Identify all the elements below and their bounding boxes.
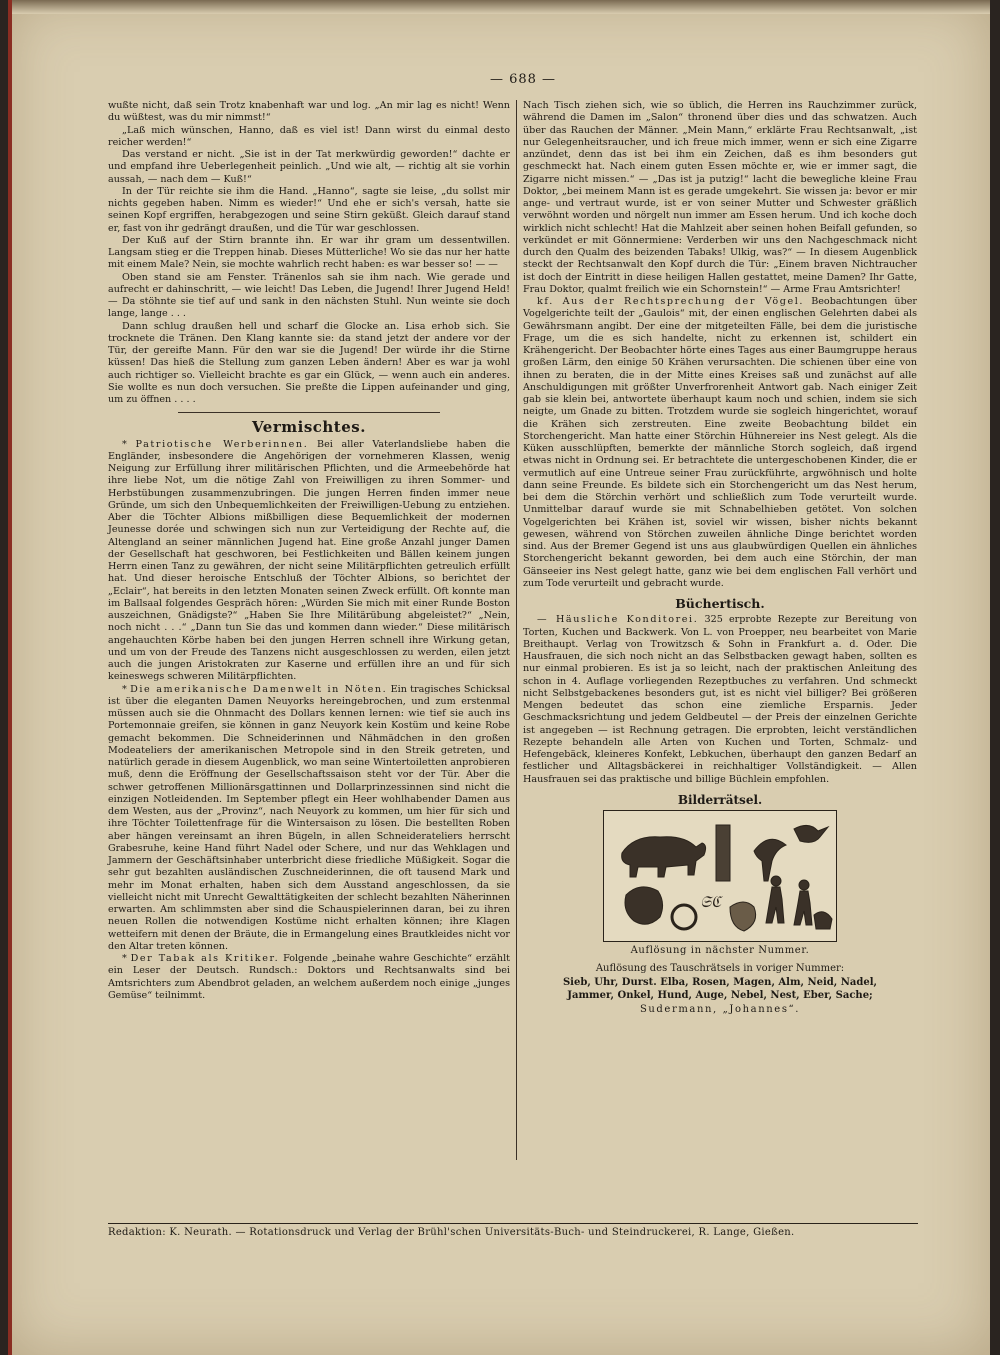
news-item: * Die amerikanische Damenwelt in Nöten. Ein tragisches Schicksal ist über die eleganten Damen Neuyorks hereingebrochen, und zum erstenmal müssen auch sie die Ohnmacht des Dollars kennen lernen: wie tief sie auch ins Portemonnaie greifen, sie können in ganz Neuyork kein Kostüm und keine Robe gemacht bekommen. Die Schneiderinnen und Nähmädchen in den großen Modeateliers der amerikanischen Metropole sind in den Streik getreten, und natürlich gerade in diesem Augenblick, wo man seine Wintertoiletten anprobieren muß, denn die Eröffnung der Gesellschaftssaison steht vor der Tür. Aber die schwer getroffenen Millionärsgattinnen und Dollarprinzessinnen sind nicht die einzigen Notleidenden. Im September pflegt ein Heer wohlhabender Damen aus dem Westen, aus der „Provinz“, nach Neuyork zu kommen, um hier für sich und ihre Töchter Toilettenfrage für die Wintersaison zu lösen. Die bestellten Roben aber hängen vereinsamt an ihren Bügeln, in allen Schneiderateliers herrscht Grabesruhe, keine Hand führt Nadel oder Schere, und nur das Wehklagen und Jammern der Geschäftsinhaber unterbricht diese friedliche Müßigkeit. Sogar die sehr gut bezahlten ausländischen Zuschneiderinnen, die oft tausend Mark und mehr im Monat erhalten, haben sich dem Ausstand angeschlossen, da sie vielleicht nicht mit Unrecht Gewalttätigkeiten der schlecht bezahlten Näherinnen erwarten. Am schlimmsten aber sind die Schauspielerinnen daran, bei zu ihren neuen Rollen die notwendigen Kostüme nicht erhalten können; ihre Klagen wetteifern mit denen der Bräute, die in Ermangelung eines Brautkleides nicht vor den Altar treten können. <box>108 683 510 952</box>
item-text: Bei aller Vaterlandsliebe haben die Engländer, insbesondere die Angehörigen der vornehmeren Klassen, wenig Neigung zur Erfüllung ihrer militärischen Pflichten, und die Armeebehörde hat ihre liebe Not, um die nötige Zahl von Freiwilligen zu ihren Sommer- und Herbstübungen zusammenzubringen. Die jungen Herren finden immer neue Gründe, um sich den Unbequemlichkeiten der Freiwilligen-Uebung zu entziehen. Aber die Töchter Albions mißbilligen diese Bequemlichkeit der modernen Jeunesse dorée und schwingen sich nun zur Verteidigung der Rechte auf, die Altengland an seiner männlichen Jugend hat. Eine große Anzahl junger Damen der Gesellschaft hat geschworen, bei Festlichkeiten und Bällen keinem jungen Herrn einen Tanz zu gewähren, der nicht seine Militärpflichten getreulich erfüllt hat. Und dieser heroische Entschluß der Töchter Albions, so berichtet der „Eclair“, hat bereits in den letzten Monaten seinen Zweck erfüllt. Oft konnte man im Ballsaal folgendes Gespräch hören: „Würden Sie mich mit einer Runde Boston auszeichnen, Gnädigste?“ „Haben Sie Ihre Militärübung abgeleistet?“ „Nein, noch nicht . . .“ „Dann tun Sie das und kommen dann wieder.“ Diese militärisch angehauchten Körbe haben bei den jungen Herren schnell ihre Wirkung getan, und um von der Freude des Tanzens nicht ausgeschlossen zu werden, eilen jetzt auch die jungen Aristokraten zur Kaserne und erfüllen ihre an und für sich keineswegs schweren Militärpflichten. <box>108 438 511 683</box>
book-lead: — Häusliche Konditorei. <box>537 614 699 626</box>
imprint-footer: Redaktion: K. Neurath. — Rotationsdruck und Verlag der Brühl'schen Universitäts-Buch- und Steindruckerei, R. Lange, Gießen. <box>108 1223 918 1238</box>
story-paragraph: Der Kuß auf der Stirn brannte ihn. Er war ihr gram um dessentwillen. Langsam stieg er die Treppen hinab. Dieses Mütterliche! Wo sie das nur her hatte mit einem Male? Nein, sie mochte wahrlich recht haben: es war besser so! — — <box>108 234 510 271</box>
newspaper-page <box>8 0 990 1355</box>
letter-e-icon <box>672 905 696 929</box>
story-paragraph: Das verstand er nicht. „Sie ist in der Tat merkwürdig geworden!“ dachte er und empfand ihre Ueberlegenheit peinlich. „Und wie alt, — richtig alt sie vorhin aussah, — nach dem — Kuß!“ <box>108 149 510 185</box>
binding-edge <box>8 0 12 1355</box>
solution-words <box>523 989 917 1003</box>
item-lead: kf. Aus der Rechtsprechung der Vögel. <box>537 296 805 307</box>
column-rule <box>516 100 517 1160</box>
left-column <box>108 100 510 1002</box>
news-item: * Patriotische Werberinnen. Bei aller Vaterlandsliebe haben die Engländer, insbesondere die Angehörigen der vornehmeren Klassen, wenig Neigung zur Erfüllung ihrer militärischen Pflichten, und die Armeebehörde hat ihre liebe Not, um die nötige Zahl von Freiwilligen zu ihren Sommer- und Herbstübungen zusammenzubringen. Die jungen Herren finden immer neue Gründe, um sich den Unbequemlichkeiten der Freiwilligen-Uebung zu entziehen. Aber die Töchter Albions mißbilligen diese Bequemlichkeit der modernen Jeunesse dorée und schwingen sich nun zur Verteidigung der Rechte auf, die Altengland an seiner männlichen Jugend hat. Eine große Anzahl junger Damen der Gesellschaft hat geschworen, bei Festlichkeiten und Bällen keinem jungen Herrn einen Tanz zu gewähren, der nicht seine Militärpflichten getreulich erfüllt hat. Und dieser heroische Entschluß der Töchter Albions, so berichtet der „Eclair“, hat bereits in den letzten Monaten seinen Zweck erfüllt. Oft konnte man im Ballsaal folgendes Gespräch hören: „Würden Sie mich mit einer Runde Boston auszeichnen, Gnädigste?“ „Haben Sie Ihre Militärübung abgeleistet?“ „Nein, noch nicht . . .“ „Dann tun Sie das und kommen dann wieder.“ Diese militärisch angehauchten Körbe haben bei den jungen Herren schnell ihre Wirkung getan, und um von der Freude des Tanzens nicht ausgeschlossen zu werden, eilen jetzt auch die jungen Aristokraten zur Kaserne und erfüllen ihre an und für sich keineswegs schweren Militärpflichten. <box>108 438 511 683</box>
bear-icon <box>622 837 706 877</box>
monogram-icon: 𝔖ℭ <box>700 892 721 911</box>
story-paragraph: wußte nicht, daß sein Trotz knabenhaft war und log. „An mir lag es nicht! Wenn du wüßtest, was du mir nimmst!“ <box>108 100 510 124</box>
letter-i-icon <box>716 825 730 881</box>
picture-puzzle-title: Bilderrätsel. <box>677 792 763 807</box>
item-lead: Die amerikanische Damenwelt in Nöten. <box>130 683 388 695</box>
item-lead: Der Tabak als Kritiker. <box>130 953 280 964</box>
picture-puzzle <box>603 810 837 942</box>
item-text: Beobachtungen über Vogelgerichte teilt der „Gaulois“ mit, der einen englischen Gelehrten dabei als Gewährsmann angibt. Der eine der mitgeteilten Fälle, bei dem die juristische Frage, um die es sich handelte, nicht zu erkennen ist, schildert ein Krähengericht. Der Beobachter hörte eines Tages aus einer Baumgruppe heraus großen Lärm, den einige 50 Krähen verursachten. Die schienen über eine von ihnen zu beraten, die in der Mitte eines Kreises saß und zunächst auf alle Anschuldigungen mit größter Unverfrorenheit Antwort gab. Nach einiger Zeit gab sie klein bei, antwortete überhaupt kaum noch und schien, indem sie sich neigte, um Gnade zu bitten. Trotzdem wurde sie sogleich hingerichtet, worauf die Krähen sich zerstreuten. Eine zweite Beobachtung bildet ein Storchengericht. Man hatte einer Störchin Hühnereier ins Nest gelegt. Als die Küken ausschlüpften, bemerkte der männliche Storch sogleich, daß irgend etwas nicht in Ordnung sei. Er betrachtete die untergeschobenen Kinder, die er vermutlich auf eine Untreue seiner Frau zurückführte, argwöhnisch und holte dann seine Freunde. Es bildete sich ein Storchengericht um das Nest herum, bei dem die Störchin verhört und schließlich zum Tode verurteilt wurde. Unmittelbar darauf wurde sie mit Schnabelhieben getötet. Von solchen Vogelgerichten bei Krähen ist, soviel wir wissen, bisher nichts bekannt gewesen, während von Störchen zuweilen ähnliche Dinge berichtet worden sind. Aus der Bremer Gegend ist uns aus glaubwürdigen Quellen ein ähnliches Storchengericht bekannt geworden, bei dem auch eine Störchin, der man Gänseeier ins Nest gelegt hatte, ganz wie bei dem englischen Fall verhört und zum Tode verurteilt und gebracht wurde. <box>523 296 917 589</box>
page-number: — 688 — <box>489 72 557 87</box>
news-item <box>523 296 917 590</box>
vase-icon <box>730 902 756 931</box>
story-paragraph: „Laß mich wünschen, Hanno, daß es viel ist! Dann wirst du einmal desto reicher werden!“ <box>108 124 510 148</box>
fox-icon <box>814 912 832 929</box>
item-lead: Patriotische Werberinnen. <box>135 438 309 450</box>
man-figure-icon <box>766 887 784 923</box>
section-heading-buechertisch: Büchertisch. <box>675 596 765 611</box>
story-paragraph: In der Tür reichte sie ihm die Hand. „Hanno“, sagte sie leise, „du sollst mir nichts gegeben haben. Nimm es wieder!“ Und ehe er sich's versah, hatte sie seinen Kopf ergriffen, herabgezogen und seine Stirn geküßt. Gleich darauf stand er, fast von ihr gedrängt draußen, und die Tür war geschlossen. <box>108 185 510 234</box>
item-text: Ein tragisches Schicksal ist über die eleganten Damen Neuyorks hereingebrochen, und zum erstenmal müssen auch sie die Ohnmacht des Dollars kennen lernen: wie tief sie auch ins Portemonnaie greifen, sie können in ganz Neuyork kein Kostüm und keine Robe gemacht bekommen. Die Schneiderinnen und Nähmädchen in den großen Modeateliers der amerikanischen Metropole sind in den Streik getreten, und natürlich gerade in diesem Augenblick, wo man seine Wintertoiletten anprobieren muß, denn die Eröffnung der Gesellschaftssaison steht vor der Tür. Aber die schwer getroffenen Millionärsgattinnen und Dollarprinzessinnen sind nicht die einzigen Notleidenden. Im September pflegt ein Heer wohlhabender Damen aus dem Westen, aus der „Provinz“, nach Neuyork zu kommen, um hier für sich und ihre Töchter Toilettenfrage für die Wintersaison zu lösen. Die bestellten Roben aber hängen vereinsamt an ihren Bügeln, in allen Schneiderateliers herrscht Grabesruhe, keine Hand führt Nadel oder Schere, und nur das Wehklagen und Jammern der Geschäftsinhaber unterbricht diese friedliche Müßigkeit. Sogar die sehr gut bezahlten ausländischen Zuschneiderinnen, die oft tausend Mark und mehr im Monat erhalten, haben sich dem Ausstand angeschlossen, da sie vielleicht nicht mit Unrecht Gewalttätigkeiten der schlecht bezahlten Näherinnen erwarten. Am schlimmsten aber sind die Schauspielerinnen daran, bei zu ihren neuen Rollen die notwendigen Kostüme nicht erhalten können; ihre Klagen wetteifern mit denen der Bräute, die in Ermangelung eines Brautkleides nicht vor den Altar treten können. <box>108 683 510 952</box>
news-item: * Der Tabak als Kritiker. Folgende „beinahe wahre Geschichte“ erzählt ein Leser der Deutsch. Rundsch.: Doktors und Rechtsanwalts sind bei Amtsrichters zum Abendbrot geladen, an welchem außerdem noch einige „junges Gemüse“ teilnimmt. <box>108 953 510 1001</box>
solution-words <box>523 976 917 990</box>
solution-answer: Sudermann, „Johannes“. <box>639 1003 801 1015</box>
solution-line: Sieb, Uhr, Durst. Elba, Rosen, Magen, Alm, Neid, Nadel, <box>562 976 878 988</box>
previous-solution <box>523 962 917 1016</box>
book-review <box>523 614 917 786</box>
page-top-edge <box>8 0 990 14</box>
man-figure-icon <box>794 891 812 925</box>
item-text: Folgende „beinahe wahre Geschichte“ erzählt ein Leser der Deutsch. Rundsch.: Doktors und Rechtsanwalts sind bei Amtsrichters zum Abendbrot geladen, an welchem außerdem noch einige „junges Gemüse“ teilnimmt. <box>108 953 510 1001</box>
plant-icon <box>754 839 786 881</box>
bird-icon <box>794 825 828 842</box>
right-column <box>523 100 917 1016</box>
solution-heading: Auflösung des Tauschrätsels in voriger Nummer: <box>595 963 845 975</box>
puzzle-caption: Auflösung in nächster Nummer. <box>630 945 810 956</box>
item-continuation: Nach Tisch ziehen sich, wie so üblich, die Herren ins Rauchzimmer zurück, während die Damen im „Salon“ thronend über dies und das schwatzen. Auch über das Rauchen der Männer. „Mein Mann,“ erklärte Frau Rechtsanwalt, „ist nur Gelegenheitsraucher, und ich freue mich immer, wenn er sich eine Zigarre anzündet, denn das ist bei ihm ein Zeichen, daß es ihm besonders gut geschmeckt hat. Nach einem guten Essen möchte er, wie er immer sagt, die Zigarre nicht missen.“ — „Das ist ja putzig!“ lacht die bewegliche kleine Frau Doktor, „bei meinem Mann ist es gerade umgekehrt. Sie wissen ja: bevor er mir ange- und vertraut wurde, ist er von seiner Mutter und Schwester gräßlich verwöhnt worden und nörgelt nun immer am Essen herum. Und ich koche doch wirklich nicht schlecht! Hat die Mahlzeit aber seinen hohen Beifall gefunden, so verkündet er mit Gönnermiene: Verderben wir uns den Nachgeschmack nicht durch den Qualm des beizenden Tabaks! Ulkig, was?“ — In diesem Augenblick steckt der Rechtsanwalt den Kopf durch die Tür: „Einem braven Nichtraucher ist doch der Eintritt in diese heiligen Hallen gestattet, meine Damen? Ihr Gatte, Frau Doktor, qualmt freilich wie ein Schornstein!“ — Arme Frau Amtsrichter! <box>523 100 917 295</box>
section-divider <box>178 412 440 413</box>
section-heading-vermischtes: Vermischtes. <box>252 418 366 437</box>
story-paragraph: Oben stand sie am Fenster. Tränenlos sah sie ihm nach. Wie gerade und aufrecht er dahinschritt, — wie leicht! Das Leben, die Jugend! Ihrer Jugend Held! — Da stöhnte sie tief auf und sank in den nächsten Stuhl. Nun weinte sie doch lange, lange . . . <box>108 271 510 320</box>
story-paragraph: Dann schlug draußen hell und scharf die Glocke an. Lisa erhob sich. Sie trocknete die Tränen. Den Klang kannte sie: da stand jetzt der andere vor der Tür, der gereifte Mann. Für den war sie die Jugend! Der würde ihr die Stirne küssen! Das hieß die Stellung zum ganzen Leben ändern! Aber es war ja wohl auch richtiger so. Vielleicht brachte es gar ein Glück, — wenn auch ein anderes. Sie wollte es nun doch versuchen. Sie preßte die Lippen aufeinander und ging, um zu öffnen . . . . <box>108 320 510 405</box>
picture-puzzle-illustration <box>604 811 836 941</box>
hen-icon <box>625 887 663 924</box>
solution-line: Jammer, Onkel, Hund, Auge, Nebel, Nest, Eber, Sache; <box>567 990 873 1002</box>
book-text: 325 erprobte Rezepte zur Bereitung von Torten, Kuchen und Backwerk. Von L. von Proepper, neu bearbeitet von Marie Breithaupt. Verlag von Trowitzsch & Sohn in Frankfurt a. d. Oder. Die Hausfrauen, die sich noch nicht an das Selbstbacken gewagt haben, sollten es nur einmal probieren. Es ist ja so leicht, nach der praktischen Anleitung des schon in 4. Auflage vorliegenden Rezeptbuches zu verfahren. Und schmeckt nicht Selbstgebackenes besonders gut, ist es nicht viel billiger? Bei größeren Mengen bedeutet das schon eine ziemliche Ersparnis. Jeder Geschmacksrichtung und jedem Geldbeutel — der Preis der einzelnen Gerichte ist angegeben — ist Rechnung getragen. Die erprobten, leicht verständlichen Rezepte behandeln alle Arten von Kuchen und Torten, Schmalz- und Hefengebäck, kleineres Konfekt, Lebkuchen, überhaupt den ganzen Bedarf an festlicher und Alltagsbäckerei in reichhaltiger Vollständigkeit. — Allen Hausfrauen sei das praktische und billige Büchlein empfohlen. <box>523 614 917 785</box>
